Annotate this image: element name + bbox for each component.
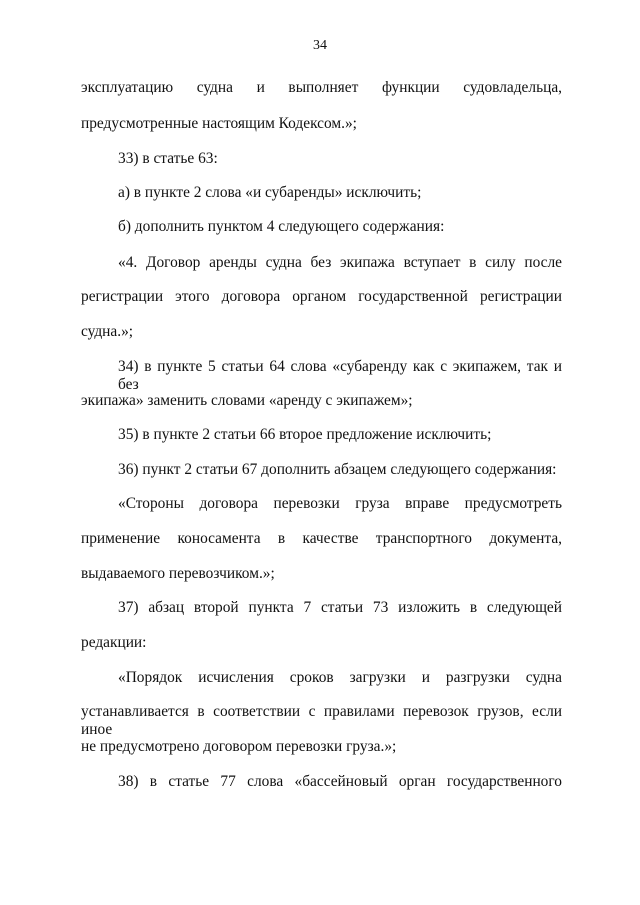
page-number: 34: [313, 38, 327, 53]
text-line: экипажа» заменить словами «аренду с экипажем»;: [81, 392, 413, 409]
text-line: применение коносамента в качестве транспортного документа,: [81, 530, 562, 547]
text-line: 37) абзац второй пункта 7 статьи 73 изложить в следующей: [118, 599, 562, 616]
text-line: устанавливается в соответствии с правилами перевозок грузов, если иное: [81, 703, 562, 738]
text-line: не предусмотрено договором перевозки груза.»;: [81, 738, 397, 755]
text-line: судна.»;: [81, 323, 134, 340]
text-line: редакции:: [81, 634, 147, 651]
text-line: «4. Договор аренды судна без экипажа вступает в силу после: [118, 254, 562, 271]
text-line: «Порядок исчисления сроков загрузки и разгрузки судна: [118, 669, 562, 686]
text-line: 38) в статье 77 слова «бассейновый орган государственного: [118, 773, 562, 790]
text-line: а) в пункте 2 слова «и субаренды» исключить;: [118, 184, 422, 201]
text-line: 33) в статье 63:: [118, 150, 218, 167]
text-line: предусмотренные настоящим Кодексом.»;: [81, 115, 357, 132]
text-line: б) дополнить пунктом 4 следующего содержания:: [118, 218, 445, 235]
text-line: 35) в пункте 2 статьи 66 второе предложение исключить;: [118, 426, 492, 443]
text-line: выдаваемого перевозчиком.»;: [81, 565, 275, 582]
text-line: эксплуатацию судна и выполняет функции судовладельца,: [81, 79, 562, 96]
text-line: регистрации этого договора органом государственной регистрации: [81, 288, 562, 305]
text-line: «Стороны договора перевозки груза вправе предусмотреть: [118, 495, 562, 512]
text-line: 34) в пункте 5 статьи 64 слова «субаренду как с экипажем, так и без: [118, 358, 562, 393]
text-line: 36) пункт 2 статьи 67 дополнить абзацем следующего содержания:: [118, 461, 557, 478]
